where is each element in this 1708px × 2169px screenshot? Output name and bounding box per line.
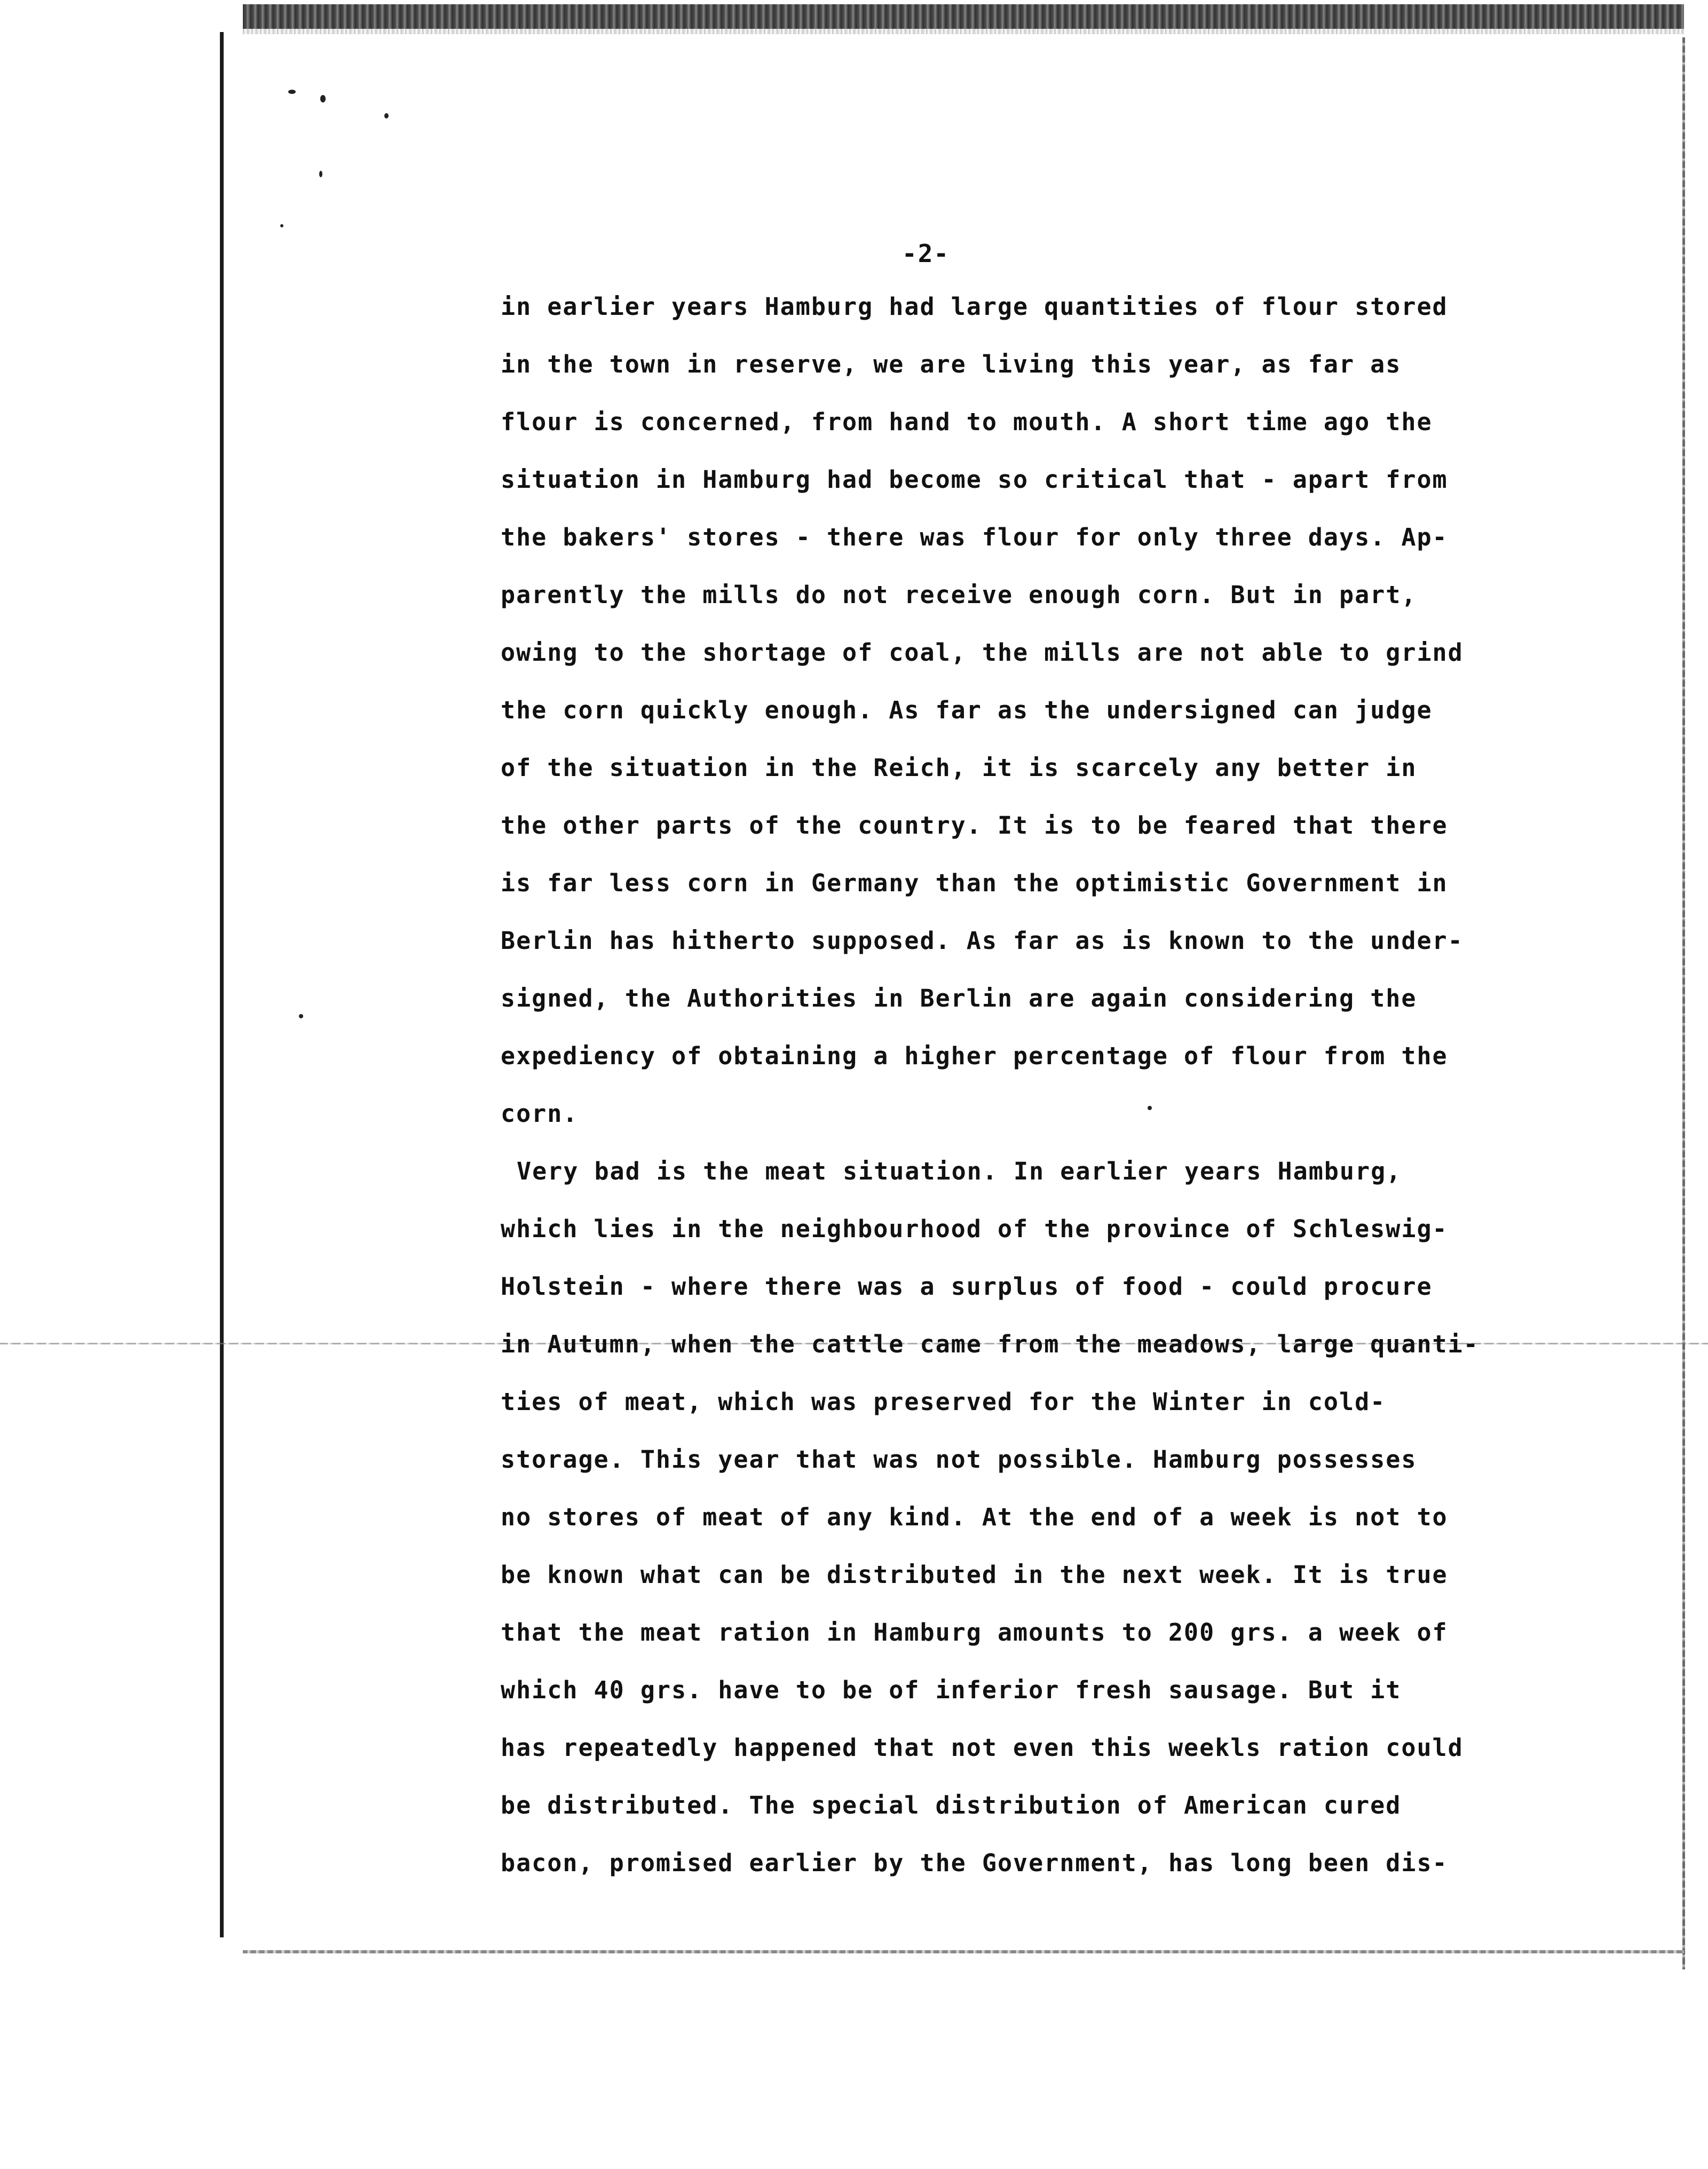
scan-speck [319, 171, 322, 177]
scan-speck [280, 224, 283, 227]
text-line: that the meat ration in Hamburg amounts to 200 grs. a week of [501, 1618, 1448, 1646]
scan-speck [384, 113, 389, 118]
text-line: be distributed. The special distribution of American cured [501, 1791, 1402, 1819]
scan-speck [299, 1014, 303, 1018]
page-left-edge [220, 32, 224, 1937]
text-line: parently the mills do not receive enough corn. But in part, [501, 581, 1417, 609]
text-line: corn. [501, 1099, 579, 1128]
text-line: be known what can be distributed in the next week. It is true [501, 1561, 1448, 1589]
text-line: no stores of meat of any kind. At the end of a week is not to [501, 1503, 1448, 1531]
text-line: owing to the shortage of coal, the mills are not able to grind [501, 638, 1464, 667]
text-line: Very bad is the meat situation. In earlier years Hamburg, [517, 1157, 1402, 1185]
scan-top-edge [243, 4, 1684, 29]
text-line: Holstein - where there was a surplus of food - could procure [501, 1272, 1433, 1301]
text-line: situation in Hamburg had become so critical that - apart from [501, 465, 1448, 494]
text-line: storage. This year that was not possible. Hamburg possesses [501, 1445, 1417, 1474]
text-line: of the situation in the Reich, it is scarcely any better in [501, 754, 1417, 782]
text-line: in Autumn, when the cattle came from the meadows, large quanti- [501, 1330, 1479, 1358]
text-line: which lies in the neighbourhood of the province of Schleswig- [501, 1215, 1448, 1243]
page-bottom-edge [243, 1950, 1684, 1953]
text-line: in earlier years Hamburg had large quantities of flour stored [501, 292, 1448, 321]
text-line: bacon, promised earlier by the Government, has long been dis- [501, 1849, 1448, 1877]
text-line: the corn quickly enough. As far as the undersigned can judge [501, 696, 1433, 724]
text-line: the bakers' stores - there was flour for only three days. Ap- [501, 523, 1448, 551]
text-line: Berlin has hitherto supposed. As far as is known to the under- [501, 927, 1464, 955]
text-line: expediency of obtaining a higher percentage of flour from the [501, 1042, 1448, 1070]
text-line: flour is concerned, from hand to mouth. A short time ago the [501, 408, 1433, 436]
document-body [501, 288, 1568, 1902]
scan-speck [320, 95, 326, 102]
text-line: is far less corn in Germany than the optimistic Government in [501, 869, 1448, 897]
text-line: the other parts of the country. It is to be feared that there [501, 811, 1448, 840]
text-line: has repeatedly happened that not even this weekls ration could [501, 1733, 1464, 1762]
text-line: which 40 grs. have to be of inferior fresh sausage. But it [501, 1676, 1402, 1704]
page-number: -2- [902, 239, 950, 268]
page-right-edge [1682, 37, 1685, 1969]
scan-top-edge-fade [243, 29, 1684, 34]
scan-speck [288, 90, 296, 94]
text-line: in the town in reserve, we are living this year, as far as [501, 350, 1402, 378]
text-line: signed, the Authorities in Berlin are again considering the [501, 984, 1417, 1012]
text-line: ties of meat, which was preserved for the Winter in cold- [501, 1388, 1386, 1416]
